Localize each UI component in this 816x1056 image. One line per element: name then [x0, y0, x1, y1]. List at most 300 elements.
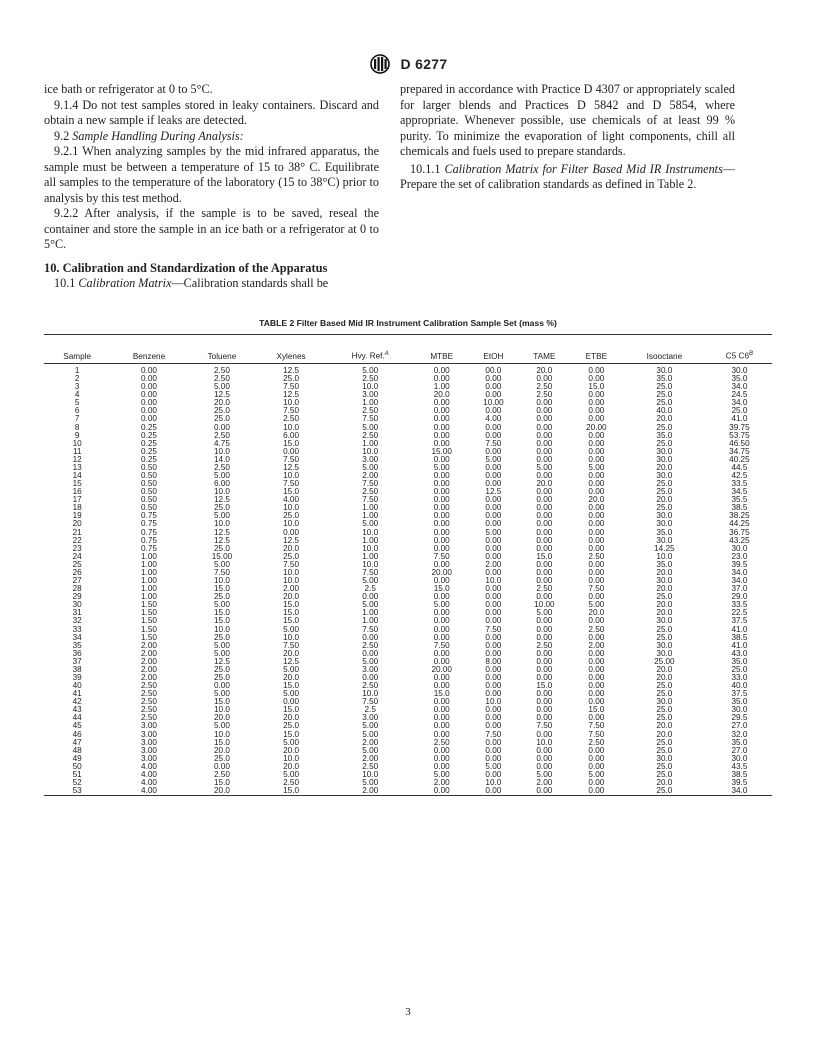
table-cell: 0.00: [588, 487, 605, 497]
section-number: 10.1: [54, 276, 76, 290]
table-cell: 25.0: [656, 761, 673, 771]
table-cell: 27.0: [731, 721, 748, 731]
table-cell: 7.50: [283, 382, 300, 392]
table-cell: 0.00: [536, 729, 553, 739]
table-cell: 10.0: [362, 446, 379, 456]
table-cell: 30.0: [656, 519, 673, 529]
table-cell: 9: [74, 430, 80, 440]
table-cell: 2.00: [536, 777, 553, 787]
table-cell: 0.00: [433, 616, 450, 626]
table-cell: 25.0: [213, 543, 230, 553]
table-cell: 0.00: [213, 761, 230, 771]
table-cell: 5.00: [213, 600, 230, 610]
paragraph: [400, 162, 735, 193]
table-cell: 23: [72, 543, 82, 553]
table-cell: 25.0: [656, 487, 673, 497]
table-cell: 0.00: [485, 551, 502, 561]
table-cell: 0.00: [588, 761, 605, 771]
table-cell: 0.00: [433, 438, 450, 448]
table-cell: 3.00: [141, 721, 157, 731]
table-cell: 0.00: [536, 430, 553, 440]
table-cell: 5.00: [283, 664, 300, 674]
table-cell: 10.0: [283, 753, 300, 763]
table-cell: 25.0: [656, 592, 673, 602]
table-cell: 20.0: [536, 479, 553, 489]
table-cell: 1.50: [141, 624, 157, 634]
table-cell: 2.50: [213, 366, 230, 375]
col-header-c5c6: [707, 335, 772, 364]
table-cell: 0.00: [536, 672, 553, 682]
table-cell: 0.00: [433, 543, 450, 553]
table-cell: 2.50: [213, 430, 230, 440]
table-cell: 30.0: [656, 535, 673, 545]
table-cell: 0.25: [141, 430, 157, 440]
table-cell: 0.00: [536, 398, 553, 408]
table-cell: 17: [72, 495, 82, 505]
table-cell: 0.00: [485, 503, 502, 513]
table-cell: 0.00: [433, 681, 450, 691]
table-cell: 0.00: [283, 446, 300, 456]
table-cell: 0.00: [433, 729, 450, 739]
table-cell: 20.0: [213, 786, 230, 796]
table-cell: 0.00: [433, 608, 450, 618]
table-cell: 20.0: [656, 462, 673, 472]
table-cell: 2.50: [362, 406, 379, 416]
table-cell: 12.5: [213, 390, 230, 400]
table-cell: 7.50: [283, 559, 300, 569]
table-cell: 36: [72, 648, 82, 658]
table-cell: 0.00: [485, 713, 502, 723]
table-cell: 2: [74, 374, 80, 384]
table-cell: 30.0: [656, 511, 673, 521]
table-cell: 0.00: [433, 503, 450, 513]
col-header-etoh: EtOH: [469, 335, 518, 364]
table-cell: 0.00: [433, 398, 450, 408]
table-cell: 30.0: [731, 705, 748, 715]
table-cell: 5.00: [588, 600, 605, 610]
table-cell: 4.00: [485, 414, 502, 424]
table-cell: 7: [74, 414, 80, 424]
table-cell: 0.00: [588, 559, 605, 569]
table-cell: 30.0: [656, 576, 673, 586]
col-header-text: C5 C6: [725, 352, 750, 361]
table-cell: 30.0: [656, 616, 673, 626]
table-cell: 0.00: [485, 374, 502, 384]
table-cell: 7.50: [362, 697, 379, 707]
table-cell: 25.0: [283, 374, 300, 384]
table-cell: 0.00: [588, 632, 605, 642]
table-cell: 0.00: [433, 672, 450, 682]
table-cell: 15.00: [211, 551, 233, 561]
table-cell: 41: [72, 689, 82, 699]
table-cell: 10.0: [536, 737, 553, 747]
paragraph: prepared in accordance with Practice D 4307 or appropriately scaled for larger blends and Practices D 5842 and D 5854, where appropriate. Whenever possible, use chemicals of at least 99 % purity. To minimize the evaporation of light components, chill all chemicals and fuels used to prepare standards.: [400, 82, 735, 158]
table-cell: 15.0: [213, 737, 230, 747]
table-cell: 0.00: [362, 648, 379, 658]
table-cell: 25.0: [656, 503, 673, 513]
table-cell: 40: [72, 681, 82, 691]
paragraph: [44, 276, 379, 292]
table-cell: 0.00: [588, 664, 605, 674]
table-cell: 7.50: [283, 479, 300, 489]
table-cell: 10.0: [362, 382, 379, 392]
table-cell: 0.00: [588, 374, 605, 384]
table-cell: 0.00: [536, 713, 553, 723]
table-cell: 5.00: [213, 471, 230, 481]
table-cell: 5.00: [362, 519, 379, 529]
table-cell: 20.0: [656, 600, 673, 610]
table-cell: 20.0: [656, 567, 673, 577]
table-cell: 0.00: [485, 446, 502, 456]
table-cell: 0.00: [433, 721, 450, 731]
table-cell: 0.00: [485, 745, 502, 755]
table-cell: 0.00: [588, 511, 605, 521]
table-cell: 25.0: [656, 422, 673, 432]
table-cell: 5: [74, 398, 80, 408]
table-cell: 30.0: [656, 648, 673, 658]
table-cell: 0.00: [485, 616, 502, 626]
table-cell: 4.00: [141, 769, 157, 779]
table-cell: 2.00: [433, 777, 450, 787]
table-cell: 41.0: [731, 414, 748, 424]
table-cell: 25.0: [656, 745, 673, 755]
table-cell: 10.0: [485, 576, 502, 586]
table-cell: 20.0: [213, 398, 230, 408]
table-cell: 2.00: [141, 640, 157, 650]
table-cell: 0.00: [141, 374, 157, 384]
table-cell: 0.25: [141, 446, 157, 456]
table-cell: 1: [74, 366, 80, 375]
table-cell: 0.00: [485, 640, 502, 650]
table-cell: 7.50: [362, 479, 379, 489]
table-cell: 0.00: [588, 681, 605, 691]
table-cell: 15.00: [431, 446, 452, 456]
table-cell: 2.00: [283, 584, 300, 594]
table-cell: 10.0: [213, 487, 230, 497]
table-cell: 2.50: [283, 414, 300, 424]
table-body: [44, 364, 772, 796]
table-cell: 30.0: [656, 640, 673, 650]
table-cell: 25.0: [656, 390, 673, 400]
table-cell: 23.0: [731, 551, 748, 561]
table-cell: 0.00: [485, 632, 502, 642]
table-cell: 0.00: [433, 535, 450, 545]
table-cell: 10.0: [485, 777, 502, 787]
table-cell: 0.00: [485, 705, 502, 715]
table-cell: 2.50: [213, 462, 230, 472]
table-cell: 20.0: [536, 366, 553, 375]
table-cell: 39.75: [729, 422, 750, 432]
footnote-marker: A: [384, 351, 389, 358]
table-cell: 34: [72, 632, 82, 642]
table-cell: 0.00: [588, 543, 605, 553]
table-cell: 5.00: [362, 777, 379, 787]
table-cell: 0.75: [141, 543, 157, 553]
table-cell: 7.50: [283, 640, 300, 650]
table-cell: 6.00: [213, 479, 230, 489]
table-cell: 2.50: [213, 374, 230, 384]
table-cell: 0.00: [485, 422, 502, 432]
table-cell: 10.0: [362, 769, 379, 779]
table-cell: 0.00: [485, 382, 502, 392]
table-cell: 0.00: [536, 543, 553, 553]
table-cell: 25.00: [654, 656, 675, 666]
table-cell: 0.00: [485, 600, 502, 610]
table-cell: 42: [72, 697, 82, 707]
table-cell: 50: [72, 761, 82, 771]
table-cell: 0.00: [433, 422, 450, 432]
table-cell: 25.0: [656, 624, 673, 634]
table-cell: 10.0: [362, 689, 379, 699]
section-number: 10.1.1: [410, 161, 441, 176]
table-cell: 0.00: [536, 446, 553, 456]
table-cell: 0.25: [141, 454, 157, 464]
table-cell: 7.50: [485, 729, 502, 739]
table-cell: 0.00: [588, 406, 605, 416]
table-cell: 2.50: [588, 551, 605, 561]
table-cell: 10.0: [283, 567, 300, 577]
paragraph: 9.1.4 Do not test samples stored in leaky containers. Discard and obtain a new sample if leaks are detected.: [44, 97, 379, 127]
table-cell: 37.5: [731, 689, 748, 699]
table-cell: 27.0: [731, 745, 748, 755]
table-cell: 2.50: [536, 640, 553, 650]
table-cell: 7.50: [433, 640, 450, 650]
table-cell: 10.0: [213, 519, 230, 529]
table-cell: 2.00: [362, 471, 379, 481]
col-header-benzene: Benzene: [110, 335, 187, 364]
table-cell: 0.00: [588, 503, 605, 513]
table-cell: 4: [74, 390, 80, 400]
table-bottom-rule: [44, 796, 772, 797]
table-cell: 15.0: [536, 551, 553, 561]
table-cell: 2.50: [141, 689, 157, 699]
table-cell: 20.0: [656, 414, 673, 424]
table-cell: 0.00: [588, 398, 605, 408]
table-cell: 0.00: [536, 664, 553, 674]
table-cell: 10.0: [283, 632, 300, 642]
table-cell: 2.5: [364, 584, 376, 594]
table-cell: 14: [72, 471, 82, 481]
table-cell: 41.0: [731, 640, 748, 650]
table-cell: 44.5: [731, 462, 748, 472]
table-cell: 1.00: [362, 503, 379, 513]
table-cell: 0.00: [485, 543, 502, 553]
table-cell: 15.0: [283, 616, 300, 626]
table-cell: 22: [72, 535, 82, 545]
table-cell: 1.50: [141, 632, 157, 642]
table-cell: 25.0: [656, 438, 673, 448]
table-cell: 25.0: [213, 753, 230, 763]
table-cell: 25.0: [656, 632, 673, 642]
table-cell: 0.75: [141, 527, 157, 537]
table-cell: 0.50: [141, 503, 157, 513]
table-cell: 0.00: [362, 672, 379, 682]
table-cell: 12.5: [213, 656, 230, 666]
table-cell: 44.25: [729, 519, 750, 529]
table-cell: 10.0: [213, 705, 230, 715]
table-cell: 7.50: [362, 414, 379, 424]
table-cell: 20.0: [213, 745, 230, 755]
table-cell: 20.0: [656, 584, 673, 594]
table-cell: 22.5: [731, 608, 748, 618]
table-cell: 20.0: [213, 713, 230, 723]
table-cell: 7.50: [283, 406, 300, 416]
table-cell: 18: [72, 503, 82, 513]
table-cell: 25.0: [656, 382, 673, 392]
table-cell: 2.50: [536, 382, 553, 392]
table-cell: 0.00: [588, 592, 605, 602]
table-cell: 10.0: [213, 729, 230, 739]
table-cell: 34.75: [729, 446, 750, 456]
table-cell: 2.50: [213, 769, 230, 779]
table-cell: 0.00: [536, 656, 553, 666]
table-cell: 3.00: [141, 729, 157, 739]
table-cell: 15.0: [283, 705, 300, 715]
table-cell: 0.00: [536, 648, 553, 658]
table-cell: 10.00: [483, 398, 504, 408]
table-cell: 5.00: [588, 769, 605, 779]
table-cell: 0.00: [485, 786, 502, 796]
table-cell: 0.00: [536, 576, 553, 586]
table-cell: 0.00: [588, 672, 605, 682]
paragraph: ice bath or refrigerator at 0 to 5°C.: [44, 82, 213, 96]
table-cell: 0.00: [433, 374, 450, 384]
table-cell: 20.0: [283, 761, 300, 771]
table-cell: 42.5: [731, 471, 748, 481]
table-cell: 0.00: [433, 697, 450, 707]
table-cell: 38.5: [731, 769, 748, 779]
table-cell: 43: [72, 705, 82, 715]
table-cell: 15.0: [588, 382, 605, 392]
table-cell: 0.00: [433, 576, 450, 586]
table-cell: 12.5: [283, 462, 300, 472]
table-cell: 32.0: [731, 729, 748, 739]
col-header-xylenes: Xylenes: [256, 335, 326, 364]
table-cell: 0.00: [433, 511, 450, 521]
table-cell: 0.00: [536, 592, 553, 602]
table-cell: 4.00: [283, 495, 300, 505]
col-header-hvy-ref: [326, 335, 415, 364]
table-cell: 0.00: [433, 745, 450, 755]
table-cell: 25.0: [213, 672, 230, 682]
table-cell: 0.00: [536, 374, 553, 384]
table-cell: 20.0: [656, 729, 673, 739]
table-cell: 0.00: [485, 584, 502, 594]
table-cell: 25.0: [213, 592, 230, 602]
table-cell: 21: [72, 527, 82, 537]
table-cell: 5.00: [362, 745, 379, 755]
table-cell: 20.00: [431, 664, 452, 674]
table-cell: 2.50: [588, 624, 605, 634]
table-cell: 5.00: [362, 576, 379, 586]
table-cell: 0.00: [588, 527, 605, 537]
paragraph: 9.2.1 When analyzing samples by the mid infrared apparatus, the sample must be between a temperature of 15 to 38° C. Equilibrate all samples to the temperature of the laboratory (15 to 38°C) prior to analysis by this test method.: [44, 144, 379, 205]
section-title: Sample Handling During Analysis:: [72, 128, 244, 143]
table-cell: 25.0: [656, 705, 673, 715]
table-cell: 0.00: [588, 390, 605, 400]
table-cell: 7.50: [536, 721, 553, 731]
table-cell: 5.00: [362, 462, 379, 472]
table-cell: 30.0: [656, 446, 673, 456]
table-cell: 1.00: [141, 592, 157, 602]
table-cell: 33.5: [731, 600, 748, 610]
section-title: Calibration Matrix: [78, 276, 172, 290]
table-cell: 0.75: [141, 519, 157, 529]
table-cell: 2.00: [362, 786, 379, 796]
table-cell: 0.00: [536, 495, 553, 505]
table-cell: 0.00: [536, 471, 553, 481]
table-cell: 4.00: [141, 761, 157, 771]
table-cell: 20.0: [588, 495, 605, 505]
table-cell: 20.0: [283, 672, 300, 682]
table-cell: 15.0: [283, 786, 300, 796]
table-cell: 0.00: [588, 438, 605, 448]
table-cell: 5.00: [433, 769, 450, 779]
table-cell: 4.00: [141, 777, 157, 787]
table-cell: 0.00: [433, 713, 450, 723]
table-cell: 0.00: [141, 406, 157, 416]
table-cell: 38.25: [729, 511, 750, 521]
table-cell: 2.00: [588, 640, 605, 650]
table-cell: 5.00: [485, 761, 502, 771]
table-cell: 10.0: [283, 471, 300, 481]
table-cell: 34.5: [731, 487, 748, 497]
astm-logo-icon: [369, 54, 391, 74]
table-cell: 10.0: [362, 559, 379, 569]
table-cell: 0.00: [433, 632, 450, 642]
table-cell: 29.5: [731, 713, 748, 723]
table-cell: 43.25: [729, 535, 750, 545]
table-cell: 2.50: [141, 713, 157, 723]
table-cell: 12: [72, 454, 82, 464]
table-cell: 53: [72, 786, 82, 796]
table-cell: 34.0: [731, 398, 748, 408]
table-cell: 10.0: [362, 543, 379, 553]
table-cell: 12.5: [213, 495, 230, 505]
table-cell: 20.0: [656, 608, 673, 618]
table-cell: 0.00: [433, 495, 450, 505]
table-cell: 3.00: [362, 713, 379, 723]
table-cell: 35.0: [656, 374, 673, 384]
table-cell: 2.00: [362, 753, 379, 763]
table-cell: 15.0: [283, 438, 300, 448]
table-cell: 7.50: [213, 567, 230, 577]
table-cell: 11: [72, 446, 82, 456]
table-cell: 0.00: [536, 705, 553, 715]
table-cell: 26: [72, 567, 82, 577]
table-cell: 33.0: [731, 672, 748, 682]
table-cell: 0.00: [536, 527, 553, 537]
table-cell: 15.0: [213, 584, 230, 594]
table-cell: 1.00: [362, 551, 379, 561]
table-cell: 39: [72, 672, 82, 682]
table-cell: 20.0: [283, 713, 300, 723]
table-cell: 30.0: [656, 366, 673, 375]
table-cell: 15.0: [213, 616, 230, 626]
table-cell: 25.0: [656, 786, 673, 796]
table-cell: 25.0: [656, 769, 673, 779]
table-cell: 30: [72, 600, 82, 610]
table-cell: 00.0: [485, 366, 502, 375]
table-cell: 0.00: [485, 737, 502, 747]
table-cell: 0.00: [485, 430, 502, 440]
table-cell: 37.0: [731, 584, 748, 594]
table-cell: 35.0: [656, 527, 673, 537]
table-cell: 0.00: [536, 786, 553, 796]
table-cell: 30.0: [656, 471, 673, 481]
table-cell: 25.0: [283, 721, 300, 731]
table-cell: 2.50: [362, 430, 379, 440]
